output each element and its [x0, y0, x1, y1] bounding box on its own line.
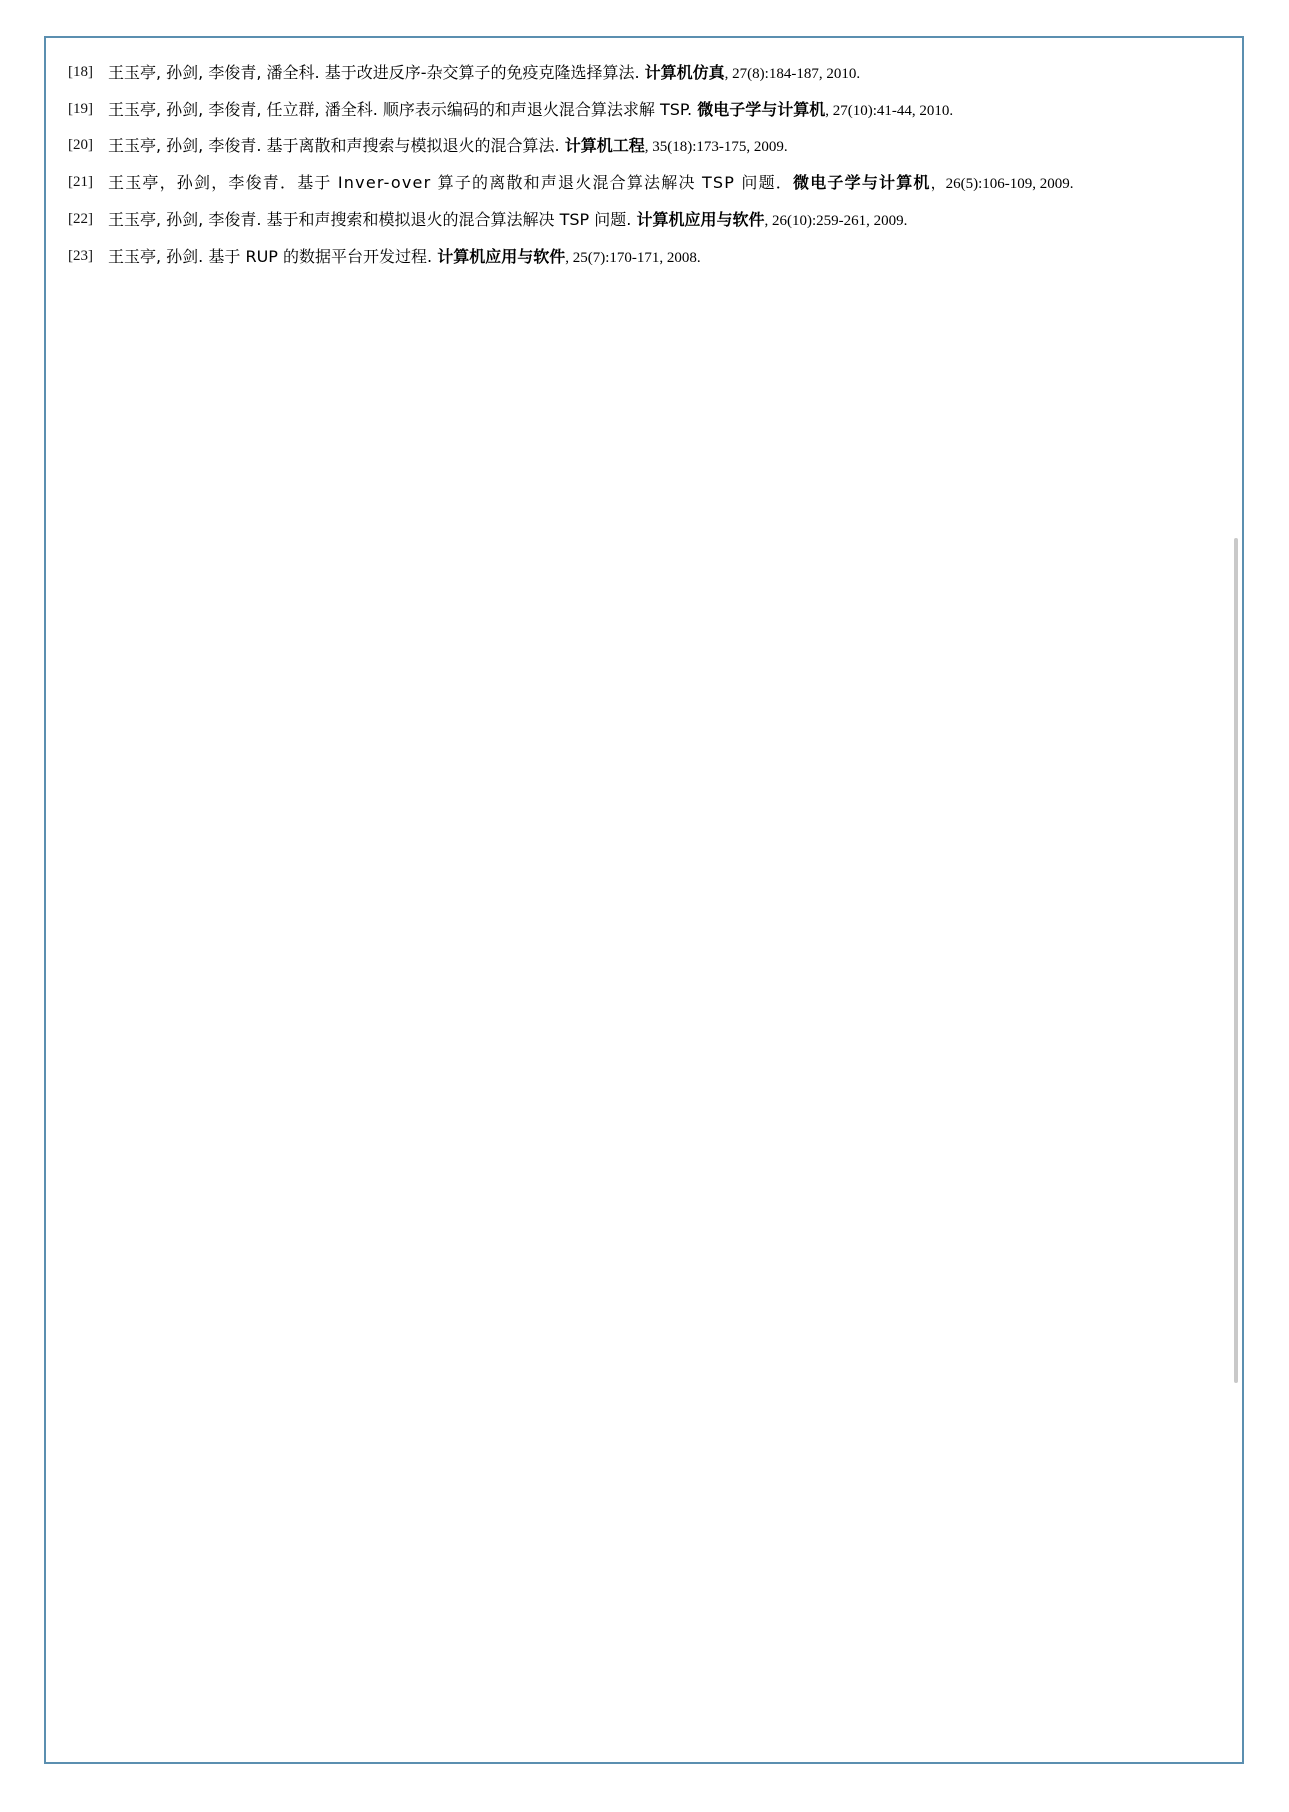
- reference-text: [108, 60, 1202, 87]
- reference-number: [19]: [68, 100, 93, 117]
- reference-journal: 微电子学与计算机: [793, 173, 931, 193]
- reference-text: [108, 133, 1202, 160]
- reference-number: [23]: [68, 247, 93, 264]
- reference-journal: 计算机工程: [564, 136, 645, 156]
- reference-meta: ，26(5):106-109, 2009.: [930, 176, 1074, 193]
- reference-meta: , 25(7):170-171, 2008.: [565, 249, 701, 266]
- reference-title: 基于 Inver-over 算子的离散和声退火混合算法解决 TSP 问题．: [297, 173, 794, 193]
- reference-number: [22]: [68, 210, 93, 227]
- reference-journal: 计算机应用与软件: [437, 246, 566, 266]
- reference-number: [18]: [68, 64, 93, 80]
- reference-journal: 微电子学与计算机: [697, 99, 826, 119]
- reference-journal: 计算机仿真: [644, 63, 725, 82]
- reference-text: [108, 207, 1202, 234]
- reference-title: 基于和声搜索和模拟退火的混合算法解决 TSP 问题.: [266, 209, 637, 229]
- reference-meta: , 26(10):259-261, 2009.: [764, 212, 908, 229]
- reference-authors: 王玉亭, 孙剑, 李俊青, 潘全科.: [108, 63, 325, 82]
- list-item: [66, 60, 1202, 87]
- reference-meta: , 27(8):184-187, 2010.: [724, 66, 861, 82]
- reference-text: [108, 97, 1202, 124]
- reference-number: [20]: [68, 137, 93, 154]
- list-item: [66, 133, 1202, 160]
- reference-title: 基于改进反序-杂交算子的免疫克隆选择算法.: [324, 63, 645, 82]
- reference-text: [108, 244, 1202, 271]
- reference-title: 基于离散和声搜索与模拟退火的混合算法.: [266, 136, 565, 156]
- reference-journal: 计算机应用与软件: [636, 209, 765, 229]
- reference-meta: , 27(10):41-44, 2010.: [825, 102, 954, 119]
- reference-authors: 王玉亭, 孙剑, 李俊青.: [108, 136, 267, 156]
- reference-meta: , 35(18):173-175, 2009.: [644, 139, 788, 156]
- list-item: [66, 97, 1202, 124]
- reference-authors: 王玉亭，孙剑，李俊青．: [108, 173, 298, 193]
- reference-authors: 王玉亭, 孙剑.: [108, 246, 209, 266]
- list-item: [66, 170, 1202, 197]
- document-page: [44, 36, 1244, 1764]
- reference-authors: 王玉亭, 孙剑, 李俊青.: [108, 209, 267, 229]
- scrollbar-thumb[interactable]: [1234, 538, 1238, 1383]
- reference-number: [21]: [68, 174, 93, 191]
- list-item: [66, 244, 1202, 271]
- list-item: [66, 207, 1202, 234]
- reference-list: [66, 60, 1202, 280]
- reference-title: 基于 RUP 的数据平台开发过程.: [208, 246, 438, 266]
- reference-text: [108, 170, 1202, 197]
- reference-title: 顺序表示编码的和声退火混合算法求解 TSP.: [382, 99, 698, 119]
- reference-authors: 王玉亭, 孙剑, 李俊青, 任立群, 潘全科.: [108, 99, 383, 119]
